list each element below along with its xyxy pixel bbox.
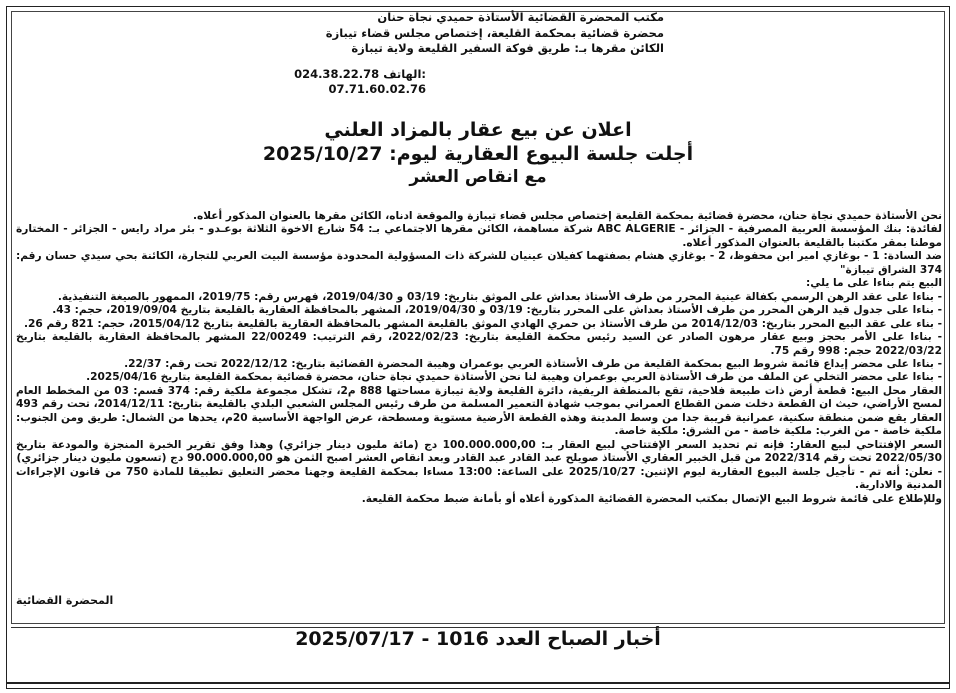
bailiff-office-header bbox=[304, 10, 664, 57]
body-paragraph: السعر الإفتتاحي لبيع العقار: فإنه تم تحديد السعر الإفتتاحي لبيع العقار بـ: 100.000.000,00 دج (مائة مليون دينار جزائري) وهذا وفق تقرير الخبرة المنجزة والمودعة بتاريخ 2022/05/30 تحت رقم 2022/314 من قبل الخبير العقاري الأستاذ صويلح عبد القادر عبد القادر وبعد انقاص العشر اصبح الثمن هو 90.000.000,00 دج (تسعون مليون دينار جزائري) bbox=[16, 438, 942, 465]
body-paragraph: - بناءا على محضر إيداع قائمة شروط البيع بمحكمة القليعة من طرف الأستاذة العربي بوعمران وهيبة المحضرة القضائية بتاريخ: 2022/12/12 تحت رقم: 22/37. bbox=[124, 357, 942, 370]
body-paragraph: - بناءا على الأمر بحجز وبيع عقار مرهون الصادر عن السيد رئيس محكمة القليعة بتاريخ: 2022/02/23، رقم الترتيب: 22/00249 المشهر بالمحافظة العقارية بالقليعة بتاريخ 2022/03/22 حجم: 998 رقم 75. bbox=[16, 331, 942, 357]
office-line: الكائن مقرها بـ: طريق فوكة السفير القليعة ولاية تيبازة bbox=[351, 41, 664, 55]
signature: المحضرة القضائية bbox=[16, 594, 114, 607]
office-line: مكتب المحضرة القضائية الأستاذة حميدي نجاة حنان bbox=[377, 10, 664, 24]
body-paragraph: ضد السادة: 1 - بوغازي امير ابن محفوظ، 2 - بوغازي هشام بصفتهما كفيلان عينيان للشركة ذات المسؤولية المحدودة مؤسسة البيت العربي للتجارة، الكائنة بحي سيدي حسان رقم: 374 الشراق تيبازة" bbox=[16, 250, 943, 276]
body-paragraph: وللإطلاع على قائمة شروط البيع الإتصال بمكتب المحضرة القضائية المذكورة أعلاه أو بأمانة ضبط محكمة القليعة. bbox=[361, 492, 942, 505]
page-title: اعلان عن بيع عقار بالمزاد العلني bbox=[324, 119, 632, 141]
announcement-titles bbox=[0, 118, 956, 188]
office-line: محضرة قضائية بمحكمة القليعة، إختصاص مجلس قضاء تيبازة bbox=[325, 25, 664, 40]
newspaper-issue: أخبار الصباح العدد 1016 - bbox=[421, 628, 661, 650]
session-date-title: أجلت جلسة البيوع العقارية ليوم: 2025/10/27 bbox=[262, 143, 694, 165]
phone-number: 024.38.22.78 bbox=[294, 67, 380, 81]
phone-number: 07.71.60.02.76 bbox=[328, 82, 426, 96]
body-paragraph: نحن الأستاذة حميدي نجاة حنان، محضرة قضائية بمحكمة القليعة إختصاص مجلس قضاء تيبازة والموقعة ادناه، الكائن مقرها بالعنوان المذكور أعلاه. bbox=[192, 210, 942, 222]
body-paragraph: - نعلن: أنه تم - تأجيل جلسة البيوع العقارية ليوم الإثنين: 2025/10/27 على الساعة: 13:00 مساءا بمحكمة القليعة وجهنا محضر التعليق تطبيقا للمادة 750 من قانون الإجراءات المدنية والادارية. bbox=[16, 465, 943, 492]
body-paragraph: العقار محل البيع: قطعة أرض ذات طبيعة فلاحية، تقع بالمنطقة الريفية، دائرة القليعة ولاية تيبازة مساحتها 888 م2، تشكل مجموعة ملكية رقم: 374 قسم: 03 من المخطط العام لمسح الأراضي، حيث ان القطعة دخلت ضمن القطاع العمراني بموجب شهادة التعمير المسلمة من طرف رئيس المجلس الشعبي البلدي بالقليعة بتاريخ: 2014/12/11، تحت رقم 493 العقار يقع ضمن منطقة سكنية، عمرانية قريبة جدا من وسط المدينة وهذه القطعة الأرضية مستوية ومسطحة، عرض الواجهة الأساسية 20م، يحدها من الشمال: طريق ومن الجنوب: ملكية خاصة - من الغرب: ملكية خاصة - من الشرق: ملكية خاصة. bbox=[16, 384, 943, 438]
body-paragraph: - بناءا على جدول قيد الرهن المحرر من طرف الأستاذ بعداش على المحرر بتاريخ: 03/19 و 2019/04/30، المشهر بالمحافظة العقارية بالقليعة بتاريخ 2019/09/04، حجم: 43. bbox=[52, 304, 942, 317]
body-paragraph: البيع يتم بناءا على ما يلي: bbox=[806, 277, 942, 290]
announcement-body bbox=[16, 210, 942, 506]
body-paragraph: لفائدة: بنك المؤسسة العربية المصرفية - الجزائر - ABC ALGERIE شركة مساهمة، الكائن مقرها الاجتماعي بـ: 54 شارع الاخوة الثلاثة بوعـدو - بئر مراد رايس - الجزائر - المختارة موطنا بمقر مكتبنا بالقليعة بالعنوان المذكور أعلاه. bbox=[16, 223, 943, 249]
phone-label: الهاتف: bbox=[383, 67, 426, 81]
phone-block bbox=[294, 67, 426, 97]
body-paragraph: - بناء على عقد البيع المحرر بتاريخ: 2014/12/03 من طرف الأستاذ بن حمري الهادي الموثق بالقليعة المشهر بالمحافظة العقارية بالقليعة بتاريخ 2015/04/12، حجم: 821 رقم 26. bbox=[24, 317, 942, 330]
publication-date: 2025/07/17 bbox=[295, 628, 415, 650]
newspaper-footer bbox=[0, 628, 956, 650]
bottom-rule bbox=[6, 682, 950, 684]
body-paragraph: - بناءا على عقد الرهن الرسمي بكفالة عينية المحرر من طرف الأستاذ بعداش على الموثق بتاريخ: 03/19 و 2019/04/30، فهرس رقم: 2019/75، الممهور بالصيغة التنفيذية. bbox=[57, 290, 942, 303]
body-paragraph: - بناءا على محضر التخلي عن الملف من طرف الأستاذة العربي بوعمران وهيبة لنا نحن الأستاذة حميدي نجاة حنان، محضرة قضائية بمحكمة القليعة بتاريخ 2025/04/16. bbox=[86, 371, 942, 384]
tenth-reduction-title: مع انقاص العشر bbox=[409, 167, 547, 187]
